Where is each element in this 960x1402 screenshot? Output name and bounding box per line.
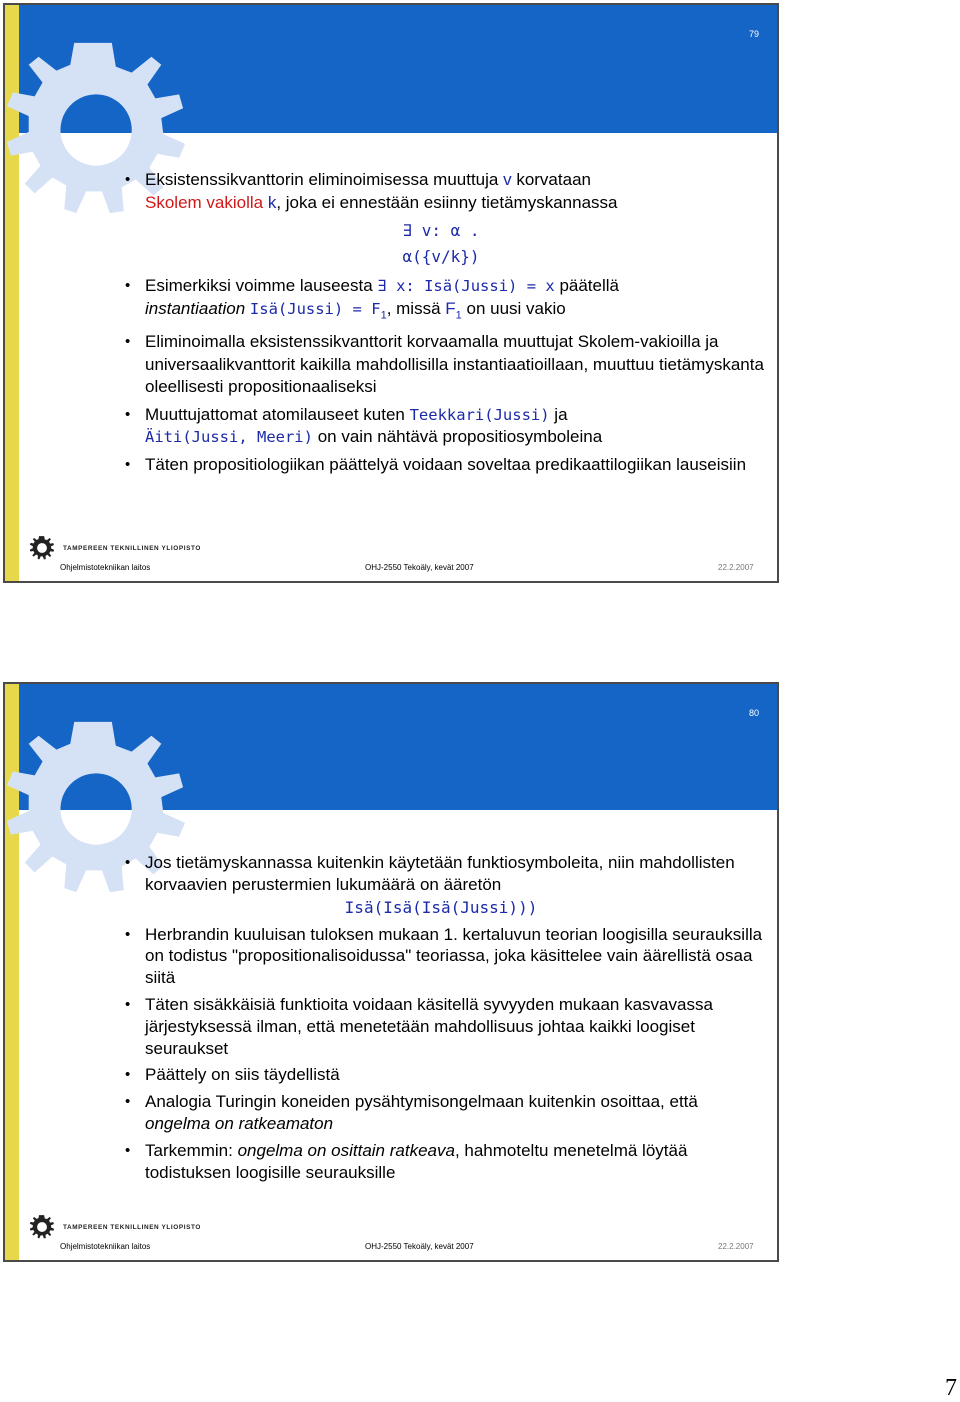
date-label: 22.2.2007	[718, 563, 754, 572]
bullet-text: instantiaation	[145, 298, 250, 318]
bullet-item	[117, 994, 765, 1059]
course-label: OHJ-2550 Tekoäly, kevät 2007	[365, 1242, 474, 1251]
bullet-text: Muuttujattomat atomilauseet kuten	[145, 404, 410, 424]
formula-line: Isä(Isä(Isä(Jussi)))	[344, 897, 538, 917]
slide-number: 80	[748, 708, 759, 718]
slide-79	[3, 3, 779, 583]
bullet-text: ja	[549, 404, 568, 424]
bullet-text: Päättely on siis täydellistä	[145, 1065, 340, 1085]
university-name: TAMPEREEN TEKNILLINEN YLIOPISTO	[63, 1224, 201, 1231]
bullet-text: Tarkemmin:	[145, 1140, 238, 1160]
formula-line: ∃ v: α .	[402, 221, 480, 240]
slide-content	[117, 852, 765, 1188]
bullet-item	[117, 331, 765, 399]
slide-number: 79	[748, 29, 759, 39]
constant-term: F	[445, 298, 456, 318]
bullet-item	[117, 852, 765, 896]
bullet-list	[117, 852, 765, 896]
emphasis-text: ongelma on ratkeamaton	[145, 1113, 334, 1133]
constant-term: k	[267, 192, 277, 212]
slide-80	[3, 682, 779, 1262]
bullet-text: korvataan	[511, 170, 591, 189]
formula-line: α({v/k})	[402, 247, 480, 266]
bullet-item	[117, 454, 765, 477]
bullet-item	[117, 404, 765, 449]
department-label: Ohjelmistotekniikan laitos	[60, 563, 151, 572]
bullet-text: Esimerkiksi voimme lauseesta	[145, 276, 378, 295]
slide-footer	[5, 1214, 777, 1260]
department-label: Ohjelmistotekniikan laitos	[60, 1242, 151, 1251]
course-label: OHJ-2550 Tekoäly, kevät 2007	[365, 563, 474, 572]
bullet-list	[117, 275, 765, 476]
bullet-text: , joka ei ennestään esiinny tietämyskannassa	[276, 192, 618, 212]
bullet-text: Analogia Turingin koneiden pysähtymisongelmaan kuitenkin osoittaa, että	[145, 1092, 698, 1112]
bullet-text: on uusi vakio	[461, 298, 566, 318]
bullet-text: Täten propositiologiikan päättelyä voidaan soveltaa predikaattilogiikan lauseisiin	[145, 454, 747, 474]
formula-inline: Äiti(Jussi, Meeri)	[145, 428, 313, 447]
bullet-item	[117, 1140, 765, 1184]
bullet-item	[117, 169, 765, 214]
formula-inline: Teekkari(Jussi)	[409, 405, 550, 424]
emphasis-text: ongelma on osittain ratkeava	[237, 1140, 455, 1160]
skolem-term: Skolem vakiolla	[145, 192, 268, 212]
subscript: 1	[455, 308, 462, 321]
bullet-text: Jos tietämyskannassa kuitenkin käytetään funktiosymboleita, niin mahdollisten korvaavien perustermien lukumäärä on ääretön	[145, 853, 735, 894]
bullet-text: Eliminoimalla eksistenssikvanttorit korvaamalla muuttujat Skolem-vakioilla ja universaalikvanttorit kaikilla mahdollisilla instantiaatioillaan, muuttuu tietämyskanta oleellisesti propositionaaliseksi	[145, 332, 764, 397]
bullet-text: Eksistenssikvanttorin eliminoimisessa muuttuja	[145, 170, 504, 189]
bullet-list	[117, 169, 765, 214]
bullet-text: Täten sisäkkäisiä funktioita voidaan käsitellä syvyyden mukaan kasvavassa järjestyksessä ilman, että menetetään mahdollisuus johtaa kaikki loogiset seuraukset	[145, 994, 713, 1058]
date-label: 22.2.2007	[718, 1242, 754, 1251]
bullet-text: on vain nähtävä propositiosymboleina	[312, 427, 603, 447]
bullet-item	[117, 1064, 765, 1086]
bullet-text: , hahmoteltu menetelmä löytää todistuksen loogisille seurauksille	[145, 1140, 688, 1182]
bullet-text: , missä	[386, 298, 446, 318]
bullet-list	[117, 924, 765, 1184]
bullet-text: Herbrandin kuuluisan tuloksen mukaan 1. kertaluvun teorian loogisilla seurauksilla on todistus "propositionalisoidussa" teoriassa, joka käsittelee vain äärellistä osaa siitä	[145, 924, 763, 988]
bullet-item	[117, 275, 765, 326]
gear-icon	[29, 1214, 55, 1240]
slide-footer	[5, 535, 777, 581]
bullet-text: päätellä	[554, 276, 619, 295]
formula-inline: ∃ x: Isä(Jussi) = x	[377, 277, 555, 295]
variable-term: v	[503, 170, 512, 189]
bullet-item	[117, 1091, 765, 1135]
page-number: 7	[945, 1375, 957, 1401]
subscript: 1	[380, 308, 387, 321]
bullet-item	[117, 924, 765, 989]
slide-content	[117, 169, 765, 481]
university-name: TAMPEREEN TEKNILLINEN YLIOPISTO	[63, 545, 201, 552]
formula-inline: Isä(Jussi) = F	[249, 299, 381, 318]
gear-icon	[29, 535, 55, 561]
